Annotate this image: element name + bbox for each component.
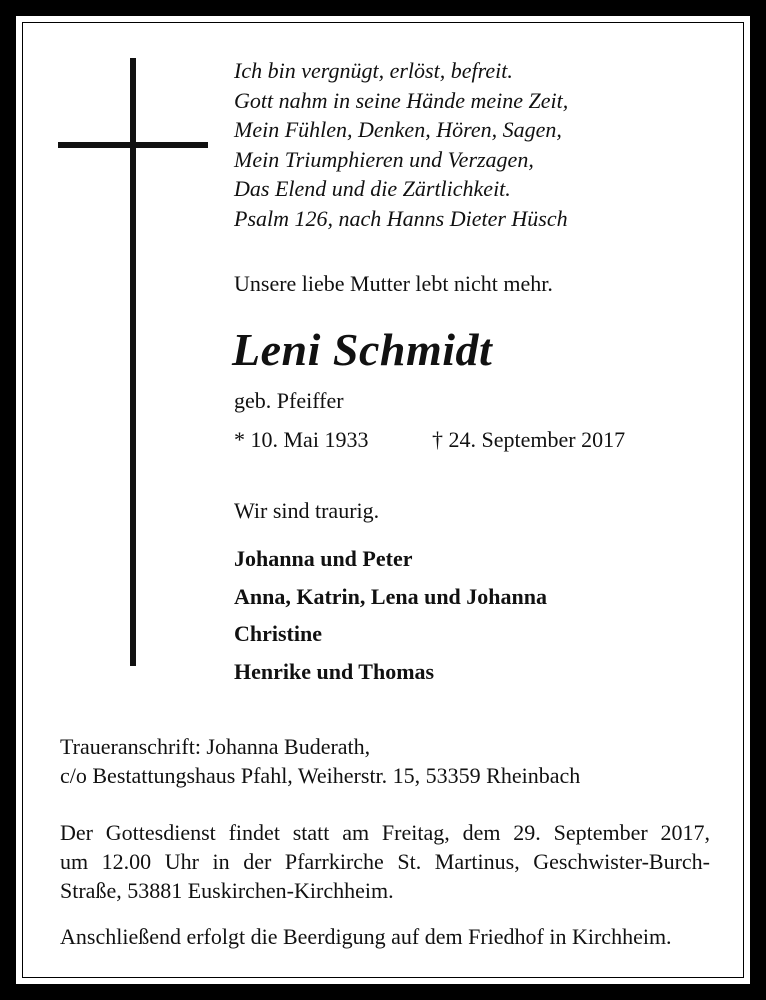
- mourner-item: Henrike und Thomas: [234, 658, 435, 684]
- mourner-item: Christine: [234, 621, 322, 646]
- poem-line: Das Elend und die Zärtlichkeit.: [234, 176, 511, 202]
- announcement: Unsere liebe Mutter lebt nicht mehr.: [234, 271, 553, 296]
- poem-line: Mein Triumphieren und Verzagen,: [234, 146, 534, 172]
- poem-line: Ich bin vergnügt, erlöst, befreit.: [234, 58, 513, 83]
- address-line: c/o Bestattungshaus Pfahl, Weiherstr. 15, 53359 Rheinbach: [60, 763, 581, 788]
- cross-icon-vertical: [130, 58, 136, 666]
- mourner-item: Johanna und Peter: [234, 546, 413, 571]
- service-line: Straße, 53881 Euskirchen-Kirchheim.: [60, 878, 394, 903]
- mourners-list: [234, 540, 547, 690]
- burial-info: Anschließend erfolgt die Beerdigung auf dem Friedhof in Kirchheim.: [60, 924, 672, 949]
- deceased-name: Leni Schmidt: [232, 324, 493, 375]
- cross-icon-horizontal: [58, 142, 208, 148]
- mourner-item: Anna, Katrin, Lena und Johanna: [234, 583, 547, 609]
- service-line: um 12.00 Uhr in der Pfarrkirche St. Martinus, Geschwister-Burch-: [60, 849, 710, 874]
- poem-line: Gott nahm in seine Hände meine Zeit,: [234, 87, 569, 113]
- service-info: [60, 818, 710, 905]
- poem-source: Psalm 126, nach Hanns Dieter Hüsch: [234, 205, 568, 231]
- poem: [234, 56, 568, 234]
- death-date: † 24. September 2017: [432, 427, 626, 452]
- mourning-address: [60, 732, 580, 790]
- maiden-name: geb. Pfeiffer: [234, 388, 344, 413]
- address-line: Traueranschrift: Johanna Buderath,: [60, 734, 371, 759]
- mourning-line: Wir sind traurig.: [234, 498, 380, 523]
- poem-line: Mein Fühlen, Denken, Hören, Sagen,: [234, 117, 562, 143]
- service-line: Der Gottesdienst findet statt am Freitag, dem 29. September 2017,: [60, 820, 710, 845]
- birth-date: * 10. Mai 1933: [234, 427, 369, 452]
